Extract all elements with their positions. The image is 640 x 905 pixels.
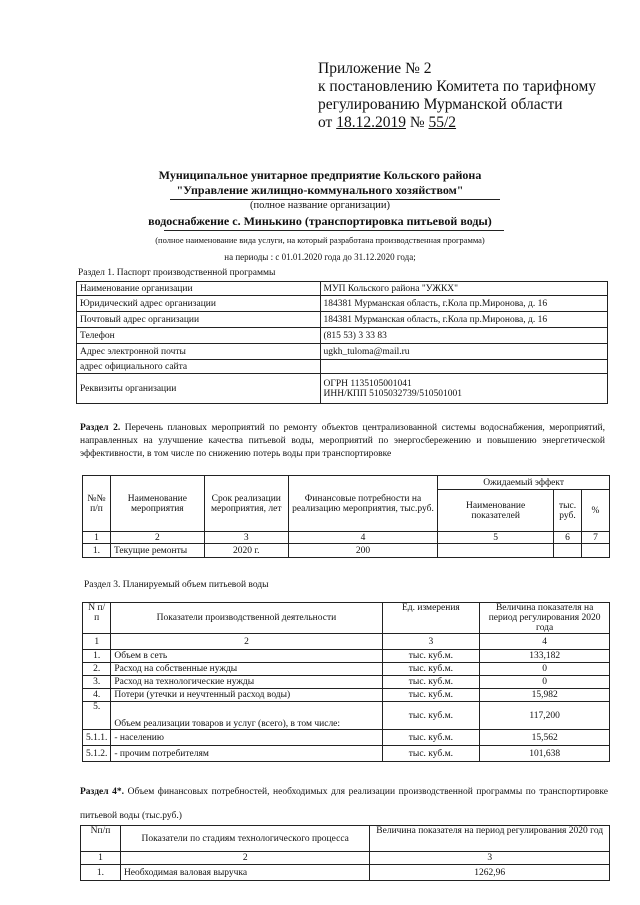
row-value: 15,562	[480, 730, 610, 746]
header-indicator: Показатели по стадиям технологического процесса	[120, 826, 370, 852]
inn-kpp: ИНН/КПП 5105032739/510501001	[323, 388, 463, 399]
passport-value: ugkh_tuloma@mail.ru	[320, 344, 608, 360]
row-name: - населению	[111, 730, 382, 746]
measure-indicator	[438, 544, 554, 558]
passport-row	[77, 328, 608, 344]
col-number: 1	[83, 634, 111, 650]
header-indicator: Показатели производственной деятельности	[111, 603, 382, 634]
row-value: 0	[480, 663, 610, 676]
passport-label: адрес официального сайта	[77, 360, 321, 374]
row-value: 0	[480, 676, 610, 689]
row-name: Объем в сеть	[111, 650, 382, 663]
row-num: 5.1.1.	[83, 730, 111, 746]
passport-value: (815 53) 3 33 83	[320, 328, 608, 344]
col-number: 2	[110, 532, 204, 544]
table-row	[83, 544, 610, 558]
passport-row	[77, 360, 608, 374]
passport-row	[77, 312, 608, 328]
measures-table	[82, 475, 610, 558]
section2-title: Раздел 2.	[80, 423, 121, 433]
col-number: 1	[81, 852, 121, 865]
measure-pct	[582, 544, 610, 558]
finance-table	[80, 825, 610, 881]
table-row	[83, 746, 610, 762]
measure-term: 2020 г.	[204, 544, 288, 558]
row-num: 4.	[83, 689, 111, 702]
header-finance: Финансовые потребности на реализацию мероприятия, тыс.руб.	[288, 476, 438, 532]
col-number: 2	[111, 634, 382, 650]
col-number: 5	[438, 532, 554, 544]
service-caption: (полное наименование вида услуги, на который разработана производственная программа)	[155, 235, 485, 245]
row-unit: тыс. куб.м.	[382, 730, 480, 746]
section4-text: Объем финансовых потребностей, необходимых для реализации производственной программы по транспортировке питьевой воды (тыс.руб.)	[80, 787, 609, 821]
appendix-date: 18.12.2019	[336, 114, 406, 131]
appendix-line3: регулированию Мурманской области	[318, 96, 563, 113]
appendix-num-label: №	[409, 114, 425, 131]
row-name: - прочим потребителям	[111, 746, 382, 762]
section1-title: Раздел 1. Паспорт производственной программы	[78, 268, 276, 278]
header-value: Величина показателя на период регулирования 2020 года	[480, 603, 610, 634]
passport-row	[77, 296, 608, 312]
passport-label: Почтовый адрес организации	[77, 312, 321, 328]
passport-value: 184381 Мурманская область, г.Кола пр.Миронова, д. 16	[320, 312, 608, 328]
header-effect: Ожидаемый эффект	[438, 476, 610, 490]
col-number: 4	[480, 634, 610, 650]
passport-value	[320, 360, 608, 374]
passport-row	[77, 282, 608, 296]
volume-table	[82, 602, 610, 762]
passport-label: Адрес электронной почты	[77, 344, 321, 360]
table-row	[81, 865, 610, 881]
row-value: 117,200	[480, 702, 610, 730]
passport-label: Наименование организации	[77, 282, 321, 296]
header-value: Величина показателя на период регулирования 2020 год	[370, 826, 610, 852]
row-num: 5.1.2.	[83, 746, 111, 762]
section2-text: Перечень плановых мероприятий по ремонту объектов централизованной системы водоснабжения, мероприятий, направленных на улучшение качества питьевой воды, мероприятий по энергосбережению и повышению энергетической эффективности, в том числе по снижению потерь воды при транспортировке	[80, 423, 605, 459]
column-numbers-row	[83, 532, 610, 544]
row-value: 101,638	[480, 746, 610, 762]
period: на периоды : с 01.01.2020 года до 31.12.2020 года;	[224, 252, 416, 262]
row-value: 1262,96	[370, 865, 610, 881]
passport-value	[320, 374, 608, 404]
row-value: 133,182	[480, 650, 610, 663]
section3-title: Раздел 3. Планируемый объем питьевой воды	[84, 580, 269, 590]
appendix-line2: к постановлению Комитета по тарифному	[318, 78, 597, 95]
row-name: Расход на собственные нужды	[111, 663, 382, 676]
section4-heading	[80, 780, 608, 828]
col-number: 4	[288, 532, 438, 544]
org-name-line2: "Управление жилищно-коммунального хозяйством"	[176, 183, 464, 197]
row-num: 1.	[83, 544, 111, 558]
col-number: 3	[382, 634, 480, 650]
header-num: Nп/п	[81, 826, 121, 852]
row-name: Потери (утечки и неучтенный расход воды)	[111, 689, 382, 702]
row-value: 15,982	[480, 689, 610, 702]
ogrn: ОГРН 1135105001041	[323, 378, 412, 389]
col-number: 3	[204, 532, 288, 544]
row-name: Расход на технологические нужды	[111, 676, 382, 689]
table-row	[83, 730, 610, 746]
org-name-caption: (полное название организации)	[249, 200, 391, 211]
table-row	[83, 702, 610, 730]
passport-row	[77, 344, 608, 360]
column-numbers-row	[83, 634, 610, 650]
header-num: №№ п/п	[83, 476, 111, 532]
passport-row	[77, 374, 608, 404]
row-unit: тыс. куб.м.	[382, 746, 480, 762]
row-name: Необходимая валовая выручка	[120, 865, 370, 881]
col-number: 2	[120, 852, 370, 865]
passport-label: Реквизиты организации	[77, 374, 321, 404]
passport-table	[76, 281, 608, 404]
col-number: 6	[554, 532, 582, 544]
service-underline	[164, 230, 504, 231]
row-unit: тыс. куб.м.	[382, 650, 480, 663]
column-numbers-row	[81, 852, 610, 865]
col-number: 3	[370, 852, 610, 865]
header-indicator: Наименование показателей	[438, 490, 554, 532]
header-term: Срок реализации мероприятия, лет	[204, 476, 288, 532]
header-thousand-rub: тыс. руб.	[554, 490, 582, 532]
header-num: N п/п	[83, 603, 111, 634]
col-number: 1	[83, 532, 111, 544]
org-name	[0, 168, 640, 198]
table-row	[83, 676, 610, 689]
header-measure-name: Наименование мероприятия	[110, 476, 204, 532]
appendix-number: 55/2	[428, 114, 457, 131]
row-num: 2.	[83, 663, 111, 676]
appendix-line4	[318, 114, 596, 132]
appendix-block	[318, 60, 596, 132]
table-row	[83, 663, 610, 676]
passport-label: Юридический адрес организации	[77, 296, 321, 312]
appendix-from: от	[318, 114, 333, 131]
passport-label: Телефон	[77, 328, 321, 344]
measure-rub	[554, 544, 582, 558]
row-name: Объем реализации товаров и услуг (всего), в том числе:	[111, 702, 382, 730]
table-row	[83, 689, 610, 702]
row-unit: тыс. куб.м.	[382, 702, 480, 730]
header-percent: %	[582, 490, 610, 532]
section4-title: Раздел 4*.	[80, 787, 125, 797]
row-num: 3.	[83, 676, 111, 689]
row-unit: тыс. куб.м.	[382, 663, 480, 676]
section2-heading	[80, 422, 605, 461]
row-num: 1.	[81, 865, 121, 881]
measure-name: Текущие ремонты	[110, 544, 204, 558]
org-name-line1: Муниципальное унитарное предприятие Кольского района	[158, 168, 482, 182]
row-unit: тыс. куб.м.	[382, 689, 480, 702]
row-unit: тыс. куб.м.	[382, 676, 480, 689]
passport-value: МУП Кольского района "УЖКХ"	[320, 282, 608, 296]
row-num: 1.	[83, 650, 111, 663]
col-number: 7	[582, 532, 610, 544]
appendix-title: Приложение № 2	[318, 60, 432, 77]
passport-value: 184381 Мурманская область, г.Кола пр.Миронова, д. 16	[320, 296, 608, 312]
row-num: 5.	[83, 702, 111, 730]
measure-finance: 200	[288, 544, 438, 558]
service-title: водоснабжение с. Минькино (транспортировка питьевой воды)	[148, 214, 492, 228]
table-row	[83, 650, 610, 663]
header-unit: Ед. измерения	[382, 603, 480, 634]
